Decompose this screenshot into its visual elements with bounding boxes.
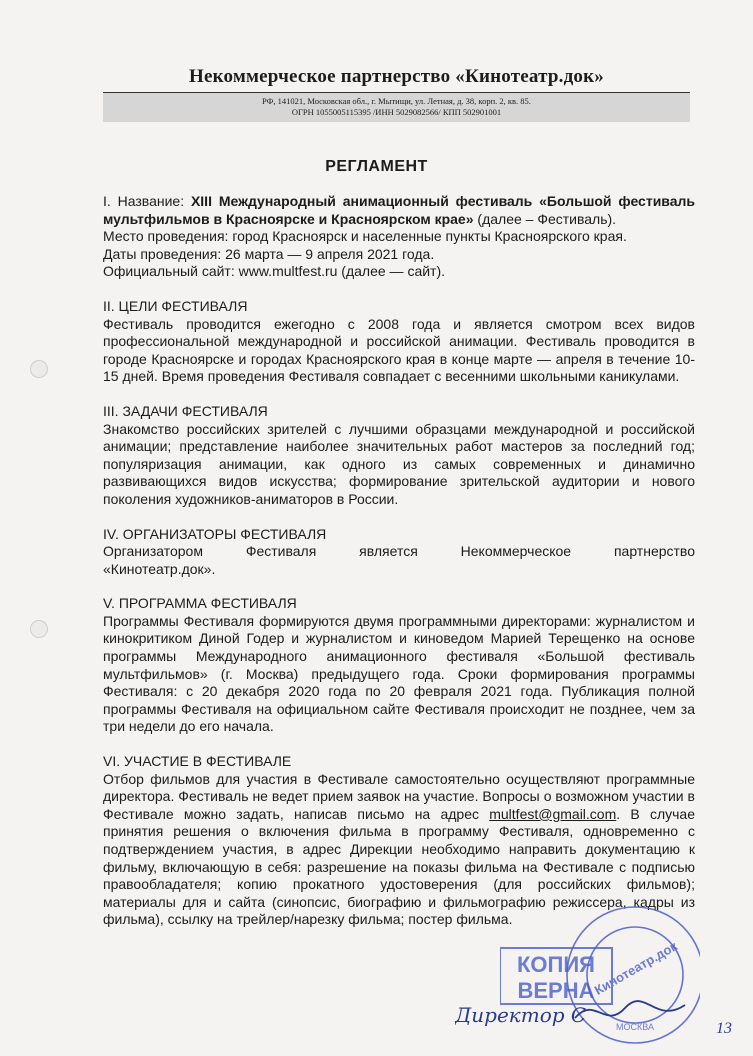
dates-line: Даты проведения: 26 марта — 9 апреля 2021 года. — [103, 245, 435, 262]
participation-text-b: . В случае принятия решения о включения фильма в программу Фестиваля, одновременно с подтверждением участия, в адрес Дирекции необходимо направить документацию к фильму, включающую в себя: разрешение на показы фильма на Фестивале с подписью правообладателя; копию прокатного удостоверения (для российских фильмов); материалы для и сайта (синопсис, биографию и фильмографию режиссера, кадры из фильма), ссылку на трейлер/нарезку фильма; постер фильма. — [103, 805, 696, 928]
section-heading: V. ПРОГРАММА ФЕСТИВАЛЯ — [103, 595, 297, 612]
section-text: Программы Фестиваля формируются двумя программными директорами: журналистом и кинокритиком Диной Годер и журналистом и киноведом Марией Терещенко на основе программы Международного анимационного фестиваля «Большой фестиваль мультфильмов» (г. Москва) предыдущего года. Сроки формирования программы Фестиваля: с 20 декабря 2020 года по 20 февраля 2021 года. Публикация полной программы Фестиваля на официальном сайте Фестиваля происходит не позднее, чем за три недели до его начала. — [103, 612, 695, 735]
section-heading: II. ЦЕЛИ ФЕСТИВАЛЯ — [103, 297, 248, 314]
stamp-ring-text: Кинотеатр.док — [591, 938, 680, 998]
section-heading: III. ЗАДАЧИ ФЕСТИВАЛЯ — [103, 402, 268, 419]
section-heading: IV. ОРГАНИЗАТОРЫ ФЕСТИВАЛЯ — [103, 525, 327, 542]
festival-name: XIII Международный анимационный фестиваль «Большой фестиваль мультфильмов в Красноярске и Красноярском крае» — [103, 193, 696, 227]
address-band — [103, 93, 690, 122]
venue-line: Место проведения: город Красноярск и населенные пункты Красноярского края. — [103, 228, 627, 245]
section-1-name — [103, 193, 695, 228]
email-link[interactable]: multfest@gmail.com — [489, 805, 617, 822]
signature — [455, 990, 705, 1040]
section-organizers — [103, 526, 695, 579]
stamp-copy-text: КОПИЯ — [517, 952, 595, 977]
punch-hole — [30, 360, 48, 378]
page-number: 13 — [716, 1020, 732, 1037]
stamp-city-text: МОСКВА — [616, 1022, 654, 1032]
section-tasks — [103, 403, 695, 509]
section-text: Знакомство российских зрителей с лучшими образцами международной и российской анимации; представление наиболее значительных работ мастеров за последний год; популяризация анимации, как одного из самых современных и динамично развивающихся видов искусства; формирование зрительской аудитории и нового поколения художников-аниматоров в России. — [103, 420, 695, 507]
stamp-true-text: ВЕРНА — [517, 978, 595, 1003]
letterhead — [103, 63, 690, 122]
section-goals — [103, 298, 695, 386]
registration-line: ОГРН 1055005115395 /ИНН 5029082566/ КПП 502901001 — [291, 107, 502, 117]
site-line: Официальный сайт: www.multfest.ru (далее — сайт). — [103, 263, 446, 280]
section-heading: VI. УЧАСТИЕ В ФЕСТИВАЛЕ — [103, 753, 292, 770]
section-text: Фестиваль проводится ежегодно с 2008 года и является смотром всех видов профессиональной международной и российской анимации. Фестиваль проводится в городе Красноярске и городах Красноярского края в конце марте — апреля в течение 10-15 дней. Время проведения Фестиваля совпадает с весенними школьными каникулами. — [103, 315, 695, 385]
section-program — [103, 595, 695, 736]
section-text: Организатором Фестиваля является Некоммерческое партнерство «Кинотеатр.док». — [103, 543, 695, 577]
section-1-suffix: (далее – Фестиваль). — [473, 210, 617, 227]
address-line: РФ, 141021, Московская обл., г. Мытищи, ул. Летная, д. 38, корп. 2, кв. 85. — [262, 96, 531, 106]
document-title: РЕГЛАМЕНТ — [325, 158, 428, 175]
section-1-prefix: I. Название: — [103, 193, 191, 209]
signature-text: Директор С — [455, 1003, 587, 1027]
organization-name: Некоммерческое партнерство «Кинотеатр.док» — [103, 63, 690, 93]
document-body — [103, 193, 695, 929]
participation-text-a: Отбор фильмов для участия в Фестивале самостоятельно осуществляют программные директора. Фестиваль не ведет прием заявок на участие. Вопросы о возможном участии в Фестивале можно задать, написав письмо на адрес — [103, 770, 695, 822]
punch-hole — [30, 620, 48, 638]
